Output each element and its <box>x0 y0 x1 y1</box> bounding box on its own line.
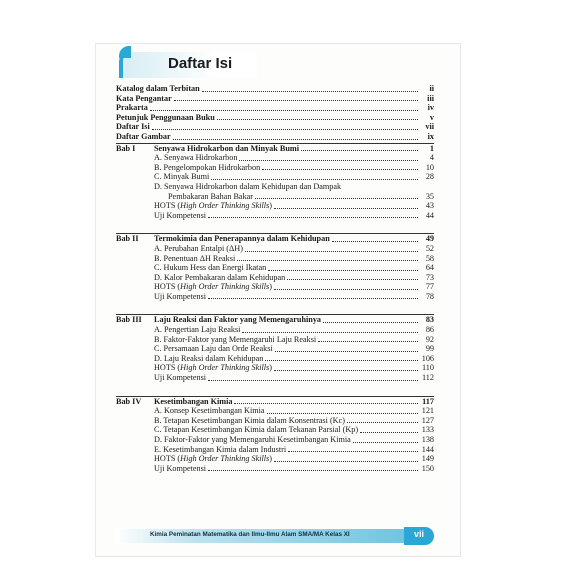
toc-subentry <box>116 354 434 364</box>
toc-chapter-entry <box>116 233 434 244</box>
toc-subentry <box>116 425 434 435</box>
subentry-page: 64 <box>425 263 434 273</box>
subentry-text-prefix: HOTS ( <box>154 201 181 211</box>
chapter-page: 83 <box>425 315 434 325</box>
toc-leader-dots <box>318 341 418 342</box>
toc-subentry <box>116 292 434 302</box>
chapter-title: Laju Reaksi dan Faktor yang Memengaruhinya <box>154 315 322 325</box>
toc-entry-page: iii <box>427 93 434 103</box>
subentry-page: 4 <box>429 153 434 163</box>
toc-subentry <box>116 435 434 445</box>
toc-leader-dots <box>202 91 418 92</box>
subentry-text-prefix: HOTS ( <box>154 454 181 464</box>
chapter-page: 49 <box>425 234 434 244</box>
toc-leader-dots <box>274 289 418 290</box>
toc-subentry <box>116 273 434 283</box>
toc-entry-label: Prakarta <box>116 103 148 113</box>
toc-leader-dots <box>353 442 418 443</box>
toc-chapter-entry <box>116 314 434 325</box>
subentry-text: A. Konsep Kesetimbangan Kimia <box>154 406 265 416</box>
chapter-label: Bab II <box>116 234 139 244</box>
subentry-text: C. Hukum Hess dan Energi Ikatan <box>154 263 267 273</box>
subentry-text: D. Kalor Pembakaran dalam Kehidupan <box>154 272 286 282</box>
chapter-title: Senyawa Hidrokarbon dan Minyak Bumi <box>154 143 299 153</box>
subentry-text: A. Perubahan Entalpi (ΔH) <box>154 243 243 253</box>
toc-leader-dots <box>274 461 418 462</box>
toc-entry-page: v <box>429 112 434 122</box>
toc-subentry <box>116 244 434 254</box>
toc-subentry <box>116 335 434 345</box>
toc-subentry <box>116 163 434 173</box>
subentry-text: B. Penentuan ΔH Reaksi <box>154 253 236 263</box>
subentry-text <box>154 454 272 464</box>
toc-subentry <box>116 282 434 292</box>
toc-chapter-entry <box>116 396 434 407</box>
toc-subentry <box>116 445 434 455</box>
toc-leader-dots <box>174 100 418 101</box>
chapter-label: Bab III <box>116 315 142 325</box>
toc-subentry <box>116 454 434 464</box>
subentry-page: 99 <box>425 344 434 354</box>
toc-leader-dots <box>234 403 418 404</box>
subentry-page: 133 <box>421 425 434 435</box>
subentry-text: E. Kesetimbangan Kimia dalam Industri <box>154 444 287 454</box>
toc-leader-dots <box>173 139 418 140</box>
subentry-page: 112 <box>422 373 434 383</box>
toc-entry-label: Katalog dalam Terbitan <box>116 84 200 93</box>
subentry-text-italic: High Order Thinking Skills <box>180 363 270 373</box>
subentry-text: Pembakaran Bahan Bakar <box>168 191 254 201</box>
toc-entry-label: Kata Pengantar <box>116 93 172 103</box>
subentry-page: 86 <box>425 325 434 335</box>
subentry-page: 58 <box>425 253 434 263</box>
toc-leader-dots <box>255 198 418 199</box>
toc-leader-dots <box>323 322 418 323</box>
toc-subentry <box>116 373 434 383</box>
toc-subentry <box>116 464 434 474</box>
subentry-page: 149 <box>421 454 434 464</box>
toc-leader-dots <box>245 251 418 252</box>
subentry-page: 10 <box>425 162 434 172</box>
toc-entry-page: iv <box>427 103 434 113</box>
subentry-text: C. Minyak Bumi <box>154 172 210 182</box>
subentry-page: 73 <box>425 272 434 282</box>
toc-subentry <box>116 263 434 273</box>
toc-subentry <box>116 344 434 354</box>
subentry-page: 44 <box>425 210 434 220</box>
subentry-text: D. Senyawa Hidrokarbon dalam Kehidupan dan Dampak <box>154 181 342 191</box>
toc-subentry <box>116 153 434 163</box>
toc-subentry <box>116 201 434 211</box>
subentry-text-suffix: ) <box>269 363 272 373</box>
subentry-text: C. Tetapan Kesetimbangan Kimia dalam Tekanan Parsial (Kp) <box>154 425 359 435</box>
page-number: vii <box>413 529 424 539</box>
subentry-page: 127 <box>421 415 434 425</box>
toc-leader-dots <box>150 110 418 111</box>
subentry-text-suffix: ) <box>269 282 272 292</box>
toc-entry-label: Daftar Gambar <box>116 131 171 141</box>
toc-leader-dots <box>211 179 418 180</box>
toc-front-entry <box>116 132 434 142</box>
toc-leader-dots <box>239 160 418 161</box>
toc-leader-dots <box>332 241 418 242</box>
subentry-page: 138 <box>421 435 434 444</box>
toc-leader-dots <box>275 351 418 352</box>
subentry-text-italic: High Order Thinking Skills <box>180 282 270 292</box>
toc-leader-dots <box>267 413 418 414</box>
subentry-text-prefix: HOTS ( <box>154 282 181 292</box>
toc-front-entry <box>116 103 434 113</box>
toc-leader-dots <box>262 169 418 170</box>
subentry-text <box>154 363 272 373</box>
subentry-page: 144 <box>421 444 434 454</box>
toc-subentry <box>116 172 434 182</box>
toc-leader-dots <box>301 150 418 151</box>
toc-chapter-entry <box>116 143 434 154</box>
chapter-gap <box>116 301 434 313</box>
toc-entry-page: vii <box>425 122 434 132</box>
toc-leader-dots <box>237 260 418 261</box>
chapter-title: Kesetimbangan Kimia <box>154 396 233 406</box>
chapter-gap <box>116 383 434 395</box>
toc-leader-dots <box>208 380 418 381</box>
toc-front-entry <box>116 113 434 123</box>
subentry-page: 150 <box>421 463 434 473</box>
chapter-title: Termokimia dan Penerapannya dalam Kehidupan <box>154 234 330 244</box>
subentry-page: 35 <box>425 191 434 201</box>
subentry-page: 106 <box>421 353 434 363</box>
chapter-gap <box>116 220 434 232</box>
toc-leader-dots <box>217 119 418 120</box>
toc-leader-dots <box>265 360 418 361</box>
subentry-page: 28 <box>425 172 434 182</box>
toc-leader-dots <box>360 432 418 433</box>
toc-leader-dots <box>208 217 418 218</box>
chapter-label: Bab IV <box>116 396 142 406</box>
chapter-page: 117 <box>422 396 434 406</box>
subentry-text: B. Faktor-Faktor yang Memengaruhi Laju Reaksi <box>154 334 317 344</box>
toc-front-entry <box>116 94 434 104</box>
subentry-text: B. Tetapan Kesetimbangan Kimia dalam Konsentrasi (Kc) <box>154 415 345 425</box>
subentry-text: B. Pengelompokan Hidrokarbon <box>154 162 261 172</box>
page-title: Daftar Isi <box>168 55 233 72</box>
subentry-text-prefix: HOTS ( <box>154 363 181 373</box>
toc-subentry <box>116 416 434 426</box>
toc-leader-dots <box>208 470 418 471</box>
toc-subentry <box>116 182 434 192</box>
subentry-text: Uji Kompetensi <box>154 291 207 301</box>
toc-leader-dots <box>287 279 418 280</box>
toc-subentry <box>116 325 434 335</box>
toc-subentry <box>116 363 434 373</box>
subentry-page: 121 <box>421 406 434 416</box>
toc-entry-page: ix <box>427 131 434 141</box>
subentry-text-suffix: ) <box>269 454 272 464</box>
toc-entry-label: Petunjuk Penggunaan Buku <box>116 112 215 122</box>
toc-leader-dots <box>242 332 418 333</box>
subentry-text-italic: High Order Thinking Skills <box>180 201 270 211</box>
toc-leader-dots <box>347 422 418 423</box>
toc-front-entry <box>116 122 434 132</box>
toc-leader-dots <box>268 270 418 271</box>
subentry-text-italic: High Order Thinking Skills <box>180 454 270 464</box>
toc-leader-dots <box>288 451 418 452</box>
toc-leader-dots <box>152 129 418 130</box>
subentry-page: 78 <box>425 291 434 301</box>
toc-leader-dots <box>274 208 418 209</box>
subentry-page: 43 <box>425 201 434 211</box>
toc-entry-label: Daftar Isi <box>116 122 150 132</box>
chapter-label: Bab I <box>116 143 136 153</box>
subentry-page: 92 <box>425 334 434 344</box>
footer-book-title: Kimia Peminatan Matematika dan Ilmu-Ilmu Alam SMA/MA Kelas XI <box>150 531 350 538</box>
subentry-text: D. Faktor-Faktor yang Memengaruhi Kesetimbangan Kimia <box>154 435 351 444</box>
toc-subentry <box>116 254 434 264</box>
subentry-page: 110 <box>422 363 434 373</box>
subentry-text-suffix: ) <box>269 201 272 211</box>
toc-subentry <box>116 211 434 221</box>
subentry-text: Uji Kompetensi <box>154 373 207 383</box>
toc-entry-page: ii <box>429 84 434 93</box>
subentry-page: 52 <box>425 243 434 253</box>
table-of-contents <box>116 84 434 473</box>
toc-leader-dots <box>274 370 418 371</box>
subentry-text: C. Persamaan Laju dan Orde Reaksi <box>154 344 273 354</box>
toc-subentry <box>116 192 434 202</box>
subentry-text <box>154 282 272 292</box>
toc-front-entry <box>116 84 434 94</box>
subentry-text: A. Senyawa Hidrokarbon <box>154 153 238 163</box>
chapter-page: 1 <box>429 143 434 153</box>
subentry-text: A. Pengertian Laju Reaksi <box>154 325 241 335</box>
subentry-text <box>154 201 272 211</box>
subentry-text: D. Laju Reaksi dalam Kehidupan <box>154 353 264 363</box>
subentry-text: Uji Kompetensi <box>154 463 207 473</box>
subentry-page: 77 <box>425 282 434 292</box>
toc-leader-dots <box>208 298 418 299</box>
subentry-text: Uji Kompetensi <box>154 210 207 220</box>
toc-subentry <box>116 406 434 416</box>
